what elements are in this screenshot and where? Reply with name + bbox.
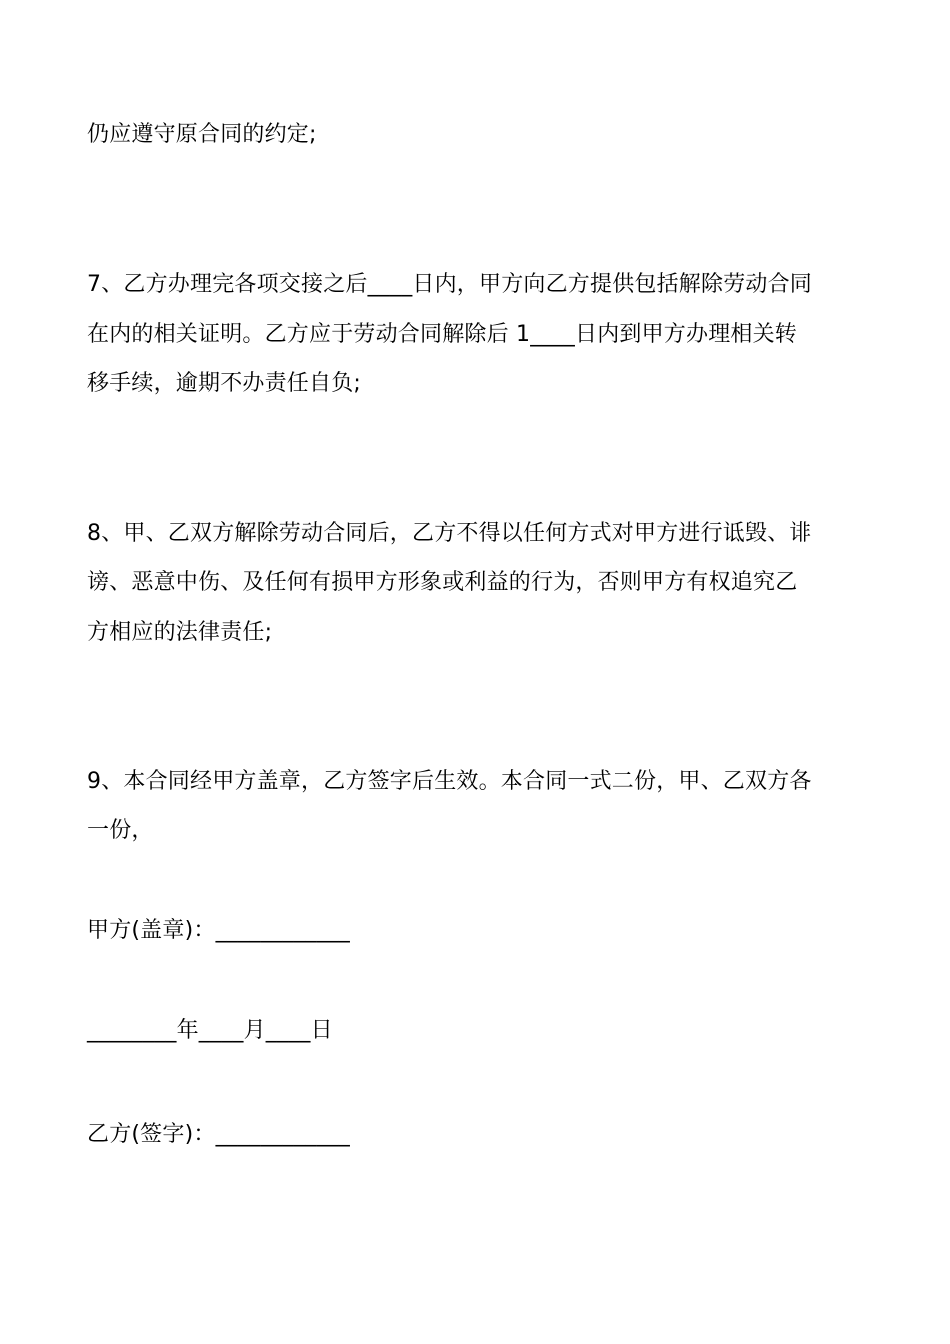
clause-8-line-1: 8、甲、乙双方解除劳动合同后，乙方不得以任何方式对甲方进行诋毁、诽 [87, 521, 812, 546]
clause-9-line-1: 9、本合同经甲方盖章，乙方签字后生效。本合同一式二份，甲、乙双方各 [87, 769, 812, 794]
party-b-signature-line: 乙方(签字)：____________ [87, 1122, 350, 1147]
signature-date-line: ________年____月____日 [87, 1018, 333, 1043]
clause-9-line-2: 一份， [87, 818, 154, 843]
clause-7-line-2: 在内的相关证明。乙方应于劳动合同解除后 1____日内到甲方办理相关转 [87, 322, 797, 347]
clause-7-line-3: 移手续，逾期不办责任自负; [87, 371, 362, 396]
clause-7-line-1: 7、乙方办理完各项交接之后____日内，甲方向乙方提供包括解除劳动合同 [87, 272, 812, 297]
clause-8-line-2: 谤、恶意中伤、及任何有损甲方形象或利益的行为，否则甲方有权追究乙 [87, 570, 798, 595]
party-a-seal-line: 甲方(盖章)：____________ [87, 918, 350, 943]
clause-8-line-3: 方相应的法律责任; [87, 620, 273, 645]
clause-6-continuation: 仍应遵守原合同的约定; [87, 122, 317, 147]
